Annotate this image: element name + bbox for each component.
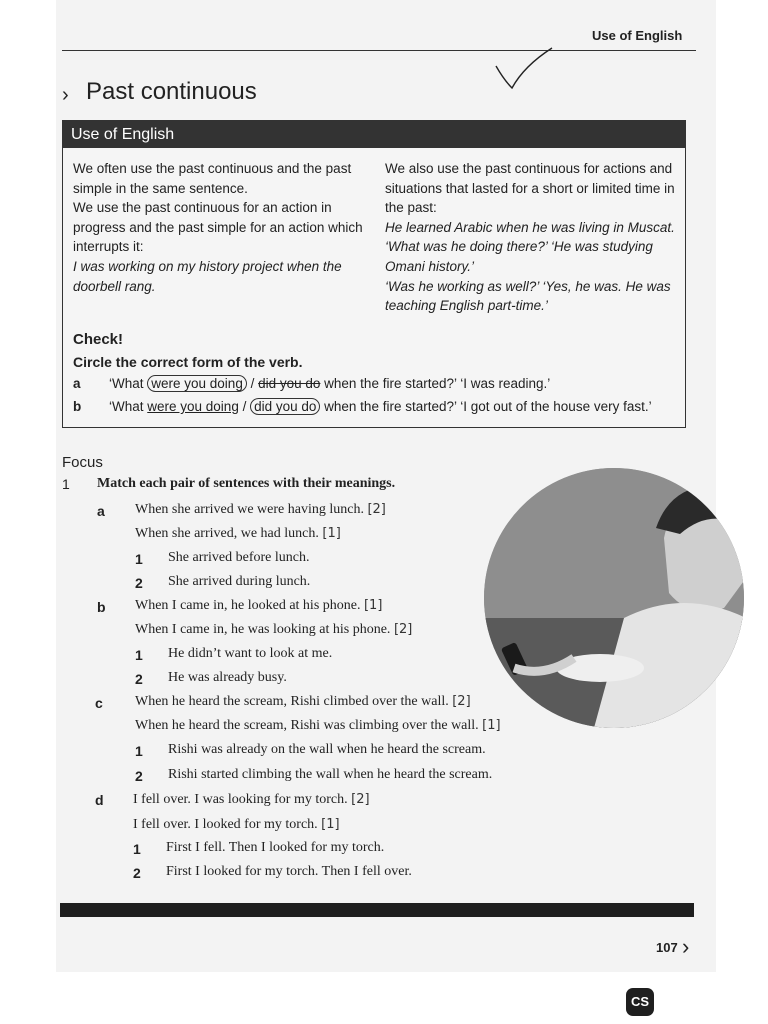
meaning: She arrived before lunch.	[168, 550, 310, 565]
section-chevron-icon: ›	[62, 84, 69, 106]
rule-text: We also use the past continuous for actions and situations that lasted for a short or limited time in the past:	[385, 161, 675, 216]
question-text: Match each pair of sentences with their meanings.	[97, 476, 396, 491]
meaning: Rishi was already on the wall when he heard the scream.	[168, 742, 486, 757]
sentence: I fell over. I was looking for my torch. [2]	[133, 792, 370, 807]
meaning: First I looked for my torch. Then I fell over.	[166, 864, 412, 879]
focus-label: Focus	[62, 454, 103, 471]
option[interactable]: were you doing	[147, 399, 239, 414]
page-number: 107	[656, 940, 678, 955]
meaning-number: 2	[133, 865, 141, 881]
running-header: Use of English	[592, 28, 683, 43]
rule-text: We use the past continuous for an action in progress and the past simple for an action which interrupts it:	[73, 200, 363, 255]
sentence: When I came in, he looked at his phone. [1]	[135, 598, 383, 613]
sentence: When she arrived, we had lunch. [1]	[135, 526, 341, 541]
answer-box[interactable]: [1]	[363, 598, 383, 613]
item-label: a	[73, 376, 81, 391]
example-sentence: He learned Arabic when he was living in Muscat.	[385, 219, 675, 235]
example-sentence: I was working on my history project when the doorbell rang.	[73, 258, 342, 294]
boy-with-phone-photo	[484, 468, 744, 728]
answer-box[interactable]: [2]	[367, 502, 386, 517]
answer-box[interactable]: [1]	[322, 526, 341, 541]
meaning-number: 1	[135, 743, 143, 759]
header-rule	[62, 50, 696, 51]
check-item-a: a ‘What were you doing / did you do when the fire started?’ ‘I was reading.’	[73, 376, 551, 391]
meaning-number: 1	[135, 551, 143, 567]
example-sentence: ‘What was he doing there?’ ‘He was studying Omani history.’	[385, 239, 653, 274]
sentence: When I came in, he was looking at his phone. [2]	[135, 622, 413, 637]
meaning: He didn’t want to look at me.	[168, 646, 333, 661]
box-title: Use of English	[63, 121, 685, 148]
sentence: When he heard the scream, Rishi climbed over the wall. [2]	[135, 694, 471, 709]
use-of-english-box	[62, 120, 686, 428]
item-label: b	[73, 399, 82, 414]
check-instruction: Circle the correct form of the verb.	[73, 354, 303, 370]
circled-option[interactable]: did you do	[250, 398, 320, 415]
answer-box[interactable]: [1]	[482, 718, 501, 733]
meaning-number: 1	[135, 647, 143, 663]
answer-box[interactable]: [2]	[393, 622, 413, 637]
next-page-chevron-icon[interactable]: ›	[682, 934, 690, 959]
group-letter-a: a	[97, 503, 105, 519]
meaning: Rishi started climbing the wall when he heard the scream.	[168, 767, 493, 782]
answer-box[interactable]: [2]	[452, 694, 471, 709]
meaning: She arrived during lunch.	[168, 574, 311, 589]
sentence: When she arrived we were having lunch. [2]	[135, 502, 386, 517]
handwritten-tick-mark	[490, 44, 560, 94]
meaning-number: 2	[135, 671, 143, 687]
example-sentence: ‘Was he working as well?’ ‘Yes, he was. He was teaching English part-time.’	[385, 278, 671, 314]
meaning-number: 2	[135, 768, 143, 784]
section-title: Past continuous	[86, 78, 257, 105]
answer-box[interactable]: [2]	[351, 792, 370, 807]
sentence: I fell over. I looked for my torch. [1]	[133, 817, 340, 832]
answer-box[interactable]: [1]	[321, 817, 340, 832]
check-item-b: b ‘What were you doing / did you do when the fire started?’ ‘I got out of the house very fast.’	[73, 399, 652, 414]
group-letter-c: c	[95, 695, 103, 711]
meaning-number: 1	[133, 841, 141, 857]
camscanner-logo-icon: CS	[626, 988, 654, 1016]
footer-bar	[60, 903, 694, 917]
circled-option[interactable]: were you doing	[147, 375, 247, 392]
meaning-number: 2	[135, 575, 143, 591]
crossed-option[interactable]: did you do	[258, 376, 321, 391]
box-right-column	[385, 159, 680, 316]
question-number: 1	[62, 476, 70, 492]
rule-text: We often use the past continuous and the past simple in the same sentence.	[73, 161, 352, 196]
meaning: He was already busy.	[168, 670, 287, 685]
box-left-column	[73, 159, 363, 296]
group-letter-d: d	[95, 792, 104, 808]
check-title: Check!	[73, 331, 124, 348]
group-letter-b: b	[97, 599, 106, 615]
meaning: First I fell. Then I looked for my torch.	[166, 840, 385, 855]
sentence: When he heard the scream, Rishi was climbing over the wall. [1]	[135, 718, 501, 733]
